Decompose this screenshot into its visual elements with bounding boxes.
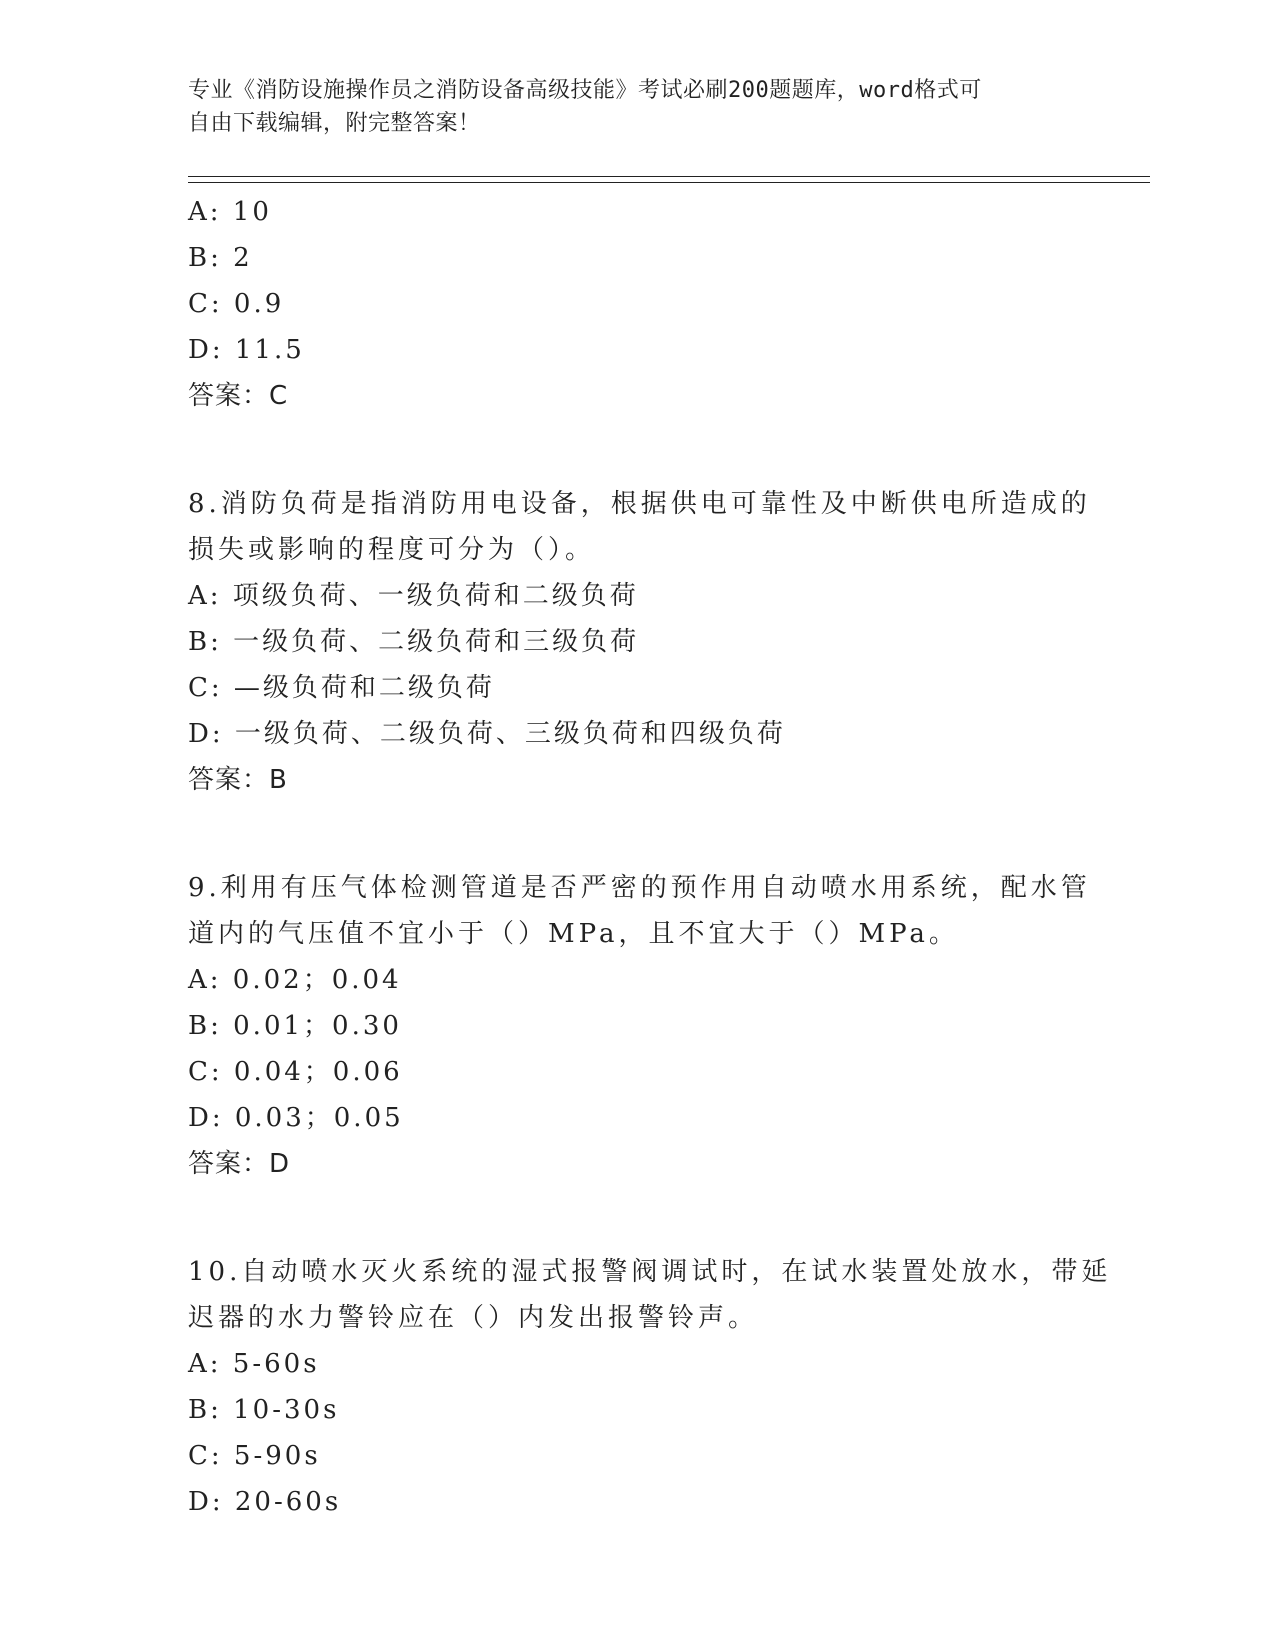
spacer: [188, 1187, 1088, 1249]
option-a: A: 0.02；0.04: [188, 965, 402, 995]
option-a: A: 项级负荷、一级负荷和二级负荷: [188, 581, 639, 611]
option-b: B: 10-30s: [188, 1395, 340, 1425]
answer-line: 答案：B: [188, 765, 288, 795]
option-b: B: 2: [188, 243, 253, 273]
option-b: B: 一级负荷、二级负荷和三级负荷: [188, 627, 640, 657]
spacer: [188, 803, 1088, 865]
document-header: [188, 74, 1068, 140]
question-9-block: [188, 865, 1091, 1187]
header-rule-top: [188, 176, 1150, 177]
option-c: C: 0.9: [188, 289, 285, 319]
option-a: A: 10: [188, 197, 272, 227]
question-stem-line-1: 9.利用有压气体检测管道是否严密的预作用自动喷水用系统，配水管: [188, 873, 1091, 903]
question-stem-line-2: 道内的气压值不宜小于（）MPa，且不宜大于（）MPa。: [188, 919, 959, 949]
option-b: B: 0.01；0.30: [188, 1011, 402, 1041]
option-d: D: 11.5: [188, 335, 305, 365]
spacer: [188, 419, 1088, 481]
option-d: D: 0.03；0.05: [188, 1103, 404, 1133]
question-8-block: [188, 481, 1091, 803]
option-c: C: 5-90s: [188, 1441, 321, 1471]
header-line-1: 专业《消防设施操作员之消防设备高级技能》考试必刷200题题库，word格式可: [188, 78, 982, 103]
question-10-block: [188, 1249, 1112, 1525]
question-stem-line-1: 10.自动喷水灭火系统的湿式报警阀调试时，在试水装置处放水，带延: [188, 1257, 1112, 1287]
option-d: D: 一级负荷、二级负荷、三级负荷和四级负荷: [188, 719, 786, 749]
question-content: [188, 189, 1112, 1525]
option-a: A: 5-60s: [188, 1349, 320, 1379]
question-stem-line-1: 8.消防负荷是指消防用电设备，根据供电可靠性及中断供电所造成的: [188, 489, 1091, 519]
option-c: C: 0.04；0.06: [188, 1057, 403, 1087]
answer-line: 答案：C: [188, 381, 289, 411]
question-stem-line-2: 迟器的水力警铃应在（）内发出报警铃声。: [188, 1303, 759, 1333]
option-d: D: 20-60s: [188, 1487, 342, 1517]
question-stem-line-2: 损失或影响的程度可分为（）。: [188, 535, 596, 565]
answer-line: 答案：D: [188, 1149, 291, 1179]
option-c: C: —级负荷和二级负荷: [188, 673, 495, 703]
question-7-block: [188, 189, 1088, 419]
header-rule-bottom: [188, 182, 1150, 183]
header-line-2: 自由下载编辑，附完整答案！: [188, 111, 481, 136]
